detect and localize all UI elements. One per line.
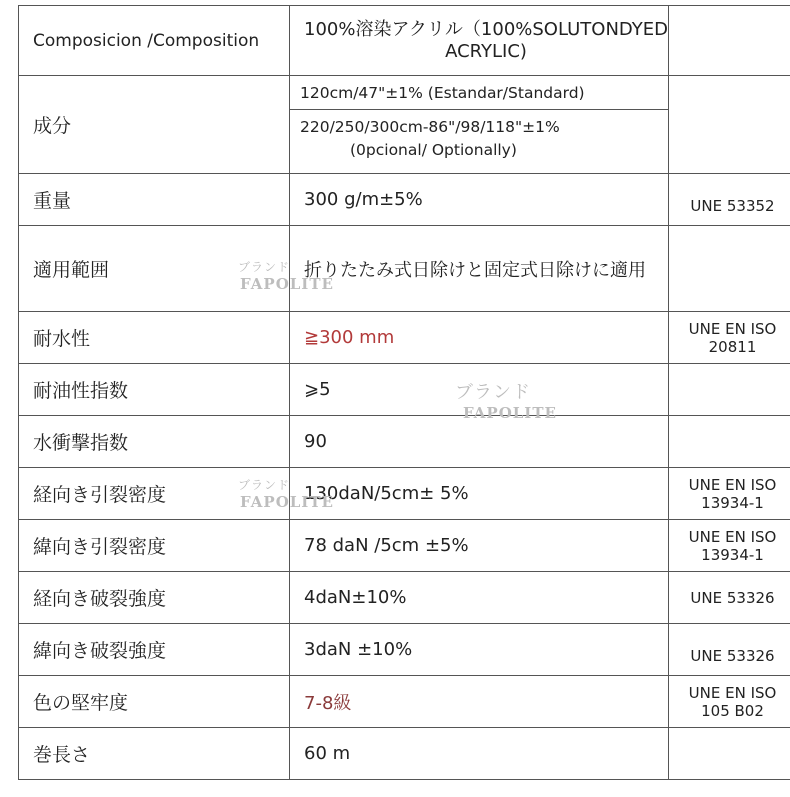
table-row xyxy=(19,6,790,76)
watermark-katakana: ブランド xyxy=(455,382,531,403)
row-standard xyxy=(669,6,790,76)
row-standard xyxy=(669,364,790,416)
row-label: 耐油性指数 xyxy=(19,364,290,416)
value-line: 100%溶染アクリル（100%SOLUTONDYED xyxy=(304,18,669,40)
row-value: ⩾5 xyxy=(290,364,669,416)
table-row xyxy=(19,624,790,676)
row-value: 4daN±10% xyxy=(290,572,669,624)
watermark-brand: FAPOLITE xyxy=(240,493,334,511)
value-line: 220/250/300cm-86"/98/118"±1% xyxy=(300,118,560,136)
row-value: 7-8級 xyxy=(290,676,669,728)
row-standard xyxy=(669,76,790,174)
standard-line: 20811 xyxy=(708,337,757,356)
spec-table-container xyxy=(18,5,777,780)
row-label: 緯向き破裂強度 xyxy=(19,624,290,676)
spec-table xyxy=(18,5,790,780)
table-row xyxy=(19,226,790,312)
row-label: 経向き破裂強度 xyxy=(19,572,290,624)
standard-line: 13934-1 xyxy=(701,493,764,512)
table-row xyxy=(19,364,790,416)
value-line: (0pcional/ Optionally) xyxy=(350,141,517,159)
row-standard: UNE 53326 xyxy=(669,624,790,676)
watermark-katakana: ブランド xyxy=(238,260,291,274)
standard-line: UNE EN ISO xyxy=(688,527,777,546)
table-row xyxy=(19,468,790,520)
row-standard xyxy=(669,312,790,364)
row-label: 経向き引裂密度 xyxy=(19,468,290,520)
table-row xyxy=(19,572,790,624)
row-label: 重量 xyxy=(19,174,290,226)
table-row xyxy=(19,76,790,174)
row-value: 78 daN /5cm ±5% xyxy=(290,520,669,572)
row-value: 3daN ±10% xyxy=(290,624,669,676)
watermark-katakana: ブランド xyxy=(238,478,291,492)
row-standard xyxy=(669,416,790,468)
row-label: 成分 xyxy=(19,76,290,174)
row-standard xyxy=(669,520,790,572)
value-standard-width: 120cm/47"±1% (Estandar/Standard) xyxy=(290,76,668,110)
row-label: Composicion /Composition xyxy=(19,6,290,76)
watermark-brand: FAPOLITE xyxy=(463,404,557,422)
row-standard xyxy=(669,728,790,780)
row-label: 色の堅牢度 xyxy=(19,676,290,728)
table-row xyxy=(19,520,790,572)
row-label: 緯向き引裂密度 xyxy=(19,520,290,572)
value-line: ACRYLIC) xyxy=(445,40,527,62)
row-value: 折りたたみ式日除けと固定式日除けに適用 xyxy=(290,226,669,312)
row-value: 300 g/m±5% xyxy=(290,174,669,226)
row-value: ≧300 mm xyxy=(290,312,669,364)
watermark-brand: FAPOLITE xyxy=(240,275,334,293)
table-row xyxy=(19,676,790,728)
table-row xyxy=(19,174,790,226)
row-standard xyxy=(669,226,790,312)
standard-line: 105 B02 xyxy=(701,701,764,720)
standard-line: UNE EN ISO xyxy=(688,475,777,494)
row-label: 適用範囲 xyxy=(19,226,290,312)
standard-line: 13934-1 xyxy=(701,545,764,564)
row-value: 90 xyxy=(290,416,669,468)
row-label: 水衝撃指数 xyxy=(19,416,290,468)
standard-line: UNE EN ISO xyxy=(688,319,777,338)
table-row xyxy=(19,312,790,364)
row-value xyxy=(290,6,669,76)
row-value xyxy=(290,76,669,174)
row-standard: UNE 53326 xyxy=(669,572,790,624)
row-standard xyxy=(669,468,790,520)
row-label: 耐水性 xyxy=(19,312,290,364)
table-row xyxy=(19,728,790,780)
standard-line: UNE EN ISO xyxy=(688,683,777,702)
row-value: 130daN/5cm± 5% xyxy=(290,468,669,520)
table-row xyxy=(19,416,790,468)
row-standard xyxy=(669,676,790,728)
row-value: 60 m xyxy=(290,728,669,780)
value-optional-width xyxy=(290,110,668,162)
row-label: 巻長さ xyxy=(19,728,290,780)
row-standard: UNE 53352 xyxy=(669,174,790,226)
